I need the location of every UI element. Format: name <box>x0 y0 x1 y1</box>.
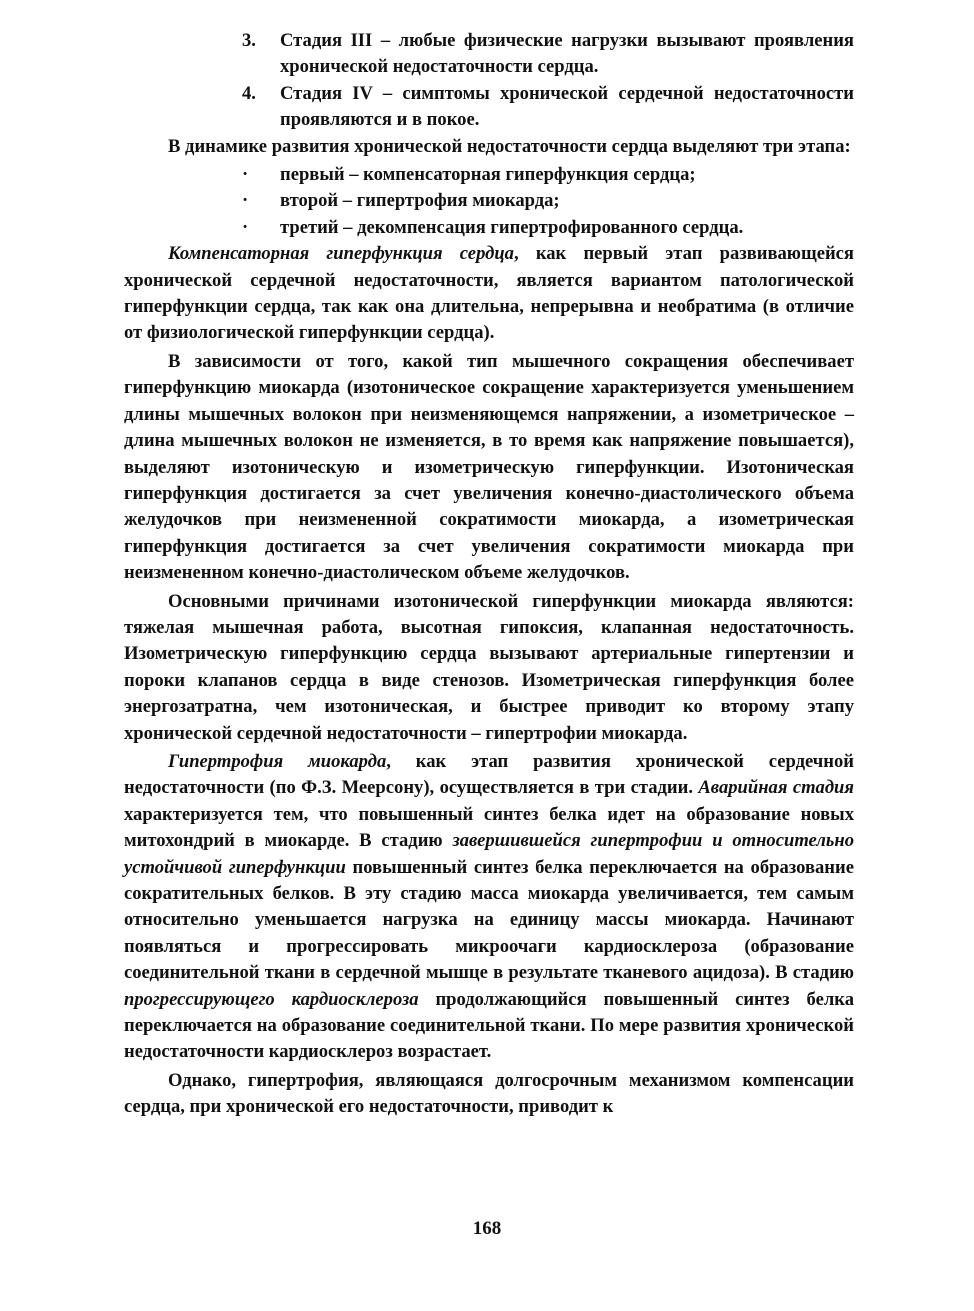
bullet-marker: · <box>242 216 249 238</box>
term-emphasis: прогрессирующего кардиосклероза <box>124 988 419 1010</box>
list-number: 4. <box>242 82 256 104</box>
bullet-marker: · <box>242 190 249 212</box>
page-number: 168 <box>472 1218 502 1239</box>
paragraph-text: , как этап развития хронической сердечной недостаточности (по Ф.З. Меерсону), осуществляется в три стадии. <box>124 750 854 799</box>
term-emphasis: Аварийная стадия <box>698 777 854 799</box>
list-item <box>242 215 854 241</box>
intro-paragraph: В динамике развития хронической недостаточности сердца выделяют три этапа: <box>168 135 851 157</box>
page-body <box>124 28 854 1121</box>
paragraph-contraction-types: В зависимости от того, какой тип мышечного сокращения обеспечивает гиперфункцию миокарда (изотоническое сокращение характеризуется уменьшением длины мышечных волокон при неизменяющемся напряжении, а изометрическое – длина мышечных волокон не изменяется, в то время как напряжение повышается), выделяют изотоническую и изометрическую гиперфункции. Изотоническая гиперфункция достигается за счет увеличения конечно-диастолического объема желудочков при неизмененной сократимости миокарда, а изометрическая гиперфункция достигается за счет увеличения сократимости миокарда при неизмененном конечно-диастолическом объеме желудочков. <box>124 350 854 584</box>
stages-list <box>124 162 854 241</box>
list-item-stage-3 <box>242 28 854 81</box>
list-text: первый – компенсаторная гиперфункция сердца; <box>280 164 696 186</box>
list-text: Стадия IV – симптомы хронической сердечной недостаточности проявляются и в покое. <box>280 82 854 131</box>
term-emphasis: Компенсаторная гиперфункция сердца <box>168 243 514 265</box>
paragraph-final: Однако, гипертрофия, являющаяся долгосрочным механизмом компенсации сердца, при хронической его недостаточности, приводит к <box>124 1069 854 1118</box>
paragraph-text: характеризуется тем, что повышенный синтез белка идет на образование новых митохондрий в миокарде. В стадию <box>124 803 854 852</box>
list-text: Стадия III – любые физические нагрузки вызывают проявления хронической недостаточности сердца. <box>280 30 854 78</box>
paragraph-text: , как первый этап развивающейся хронической сердечной недостаточности, является вариантом патологической гиперфункции сердца, так как она длительна, непрерывна и необратима (в отличие от физиологической гиперфункции сердца). <box>124 243 854 344</box>
term-emphasis: завершившейся гипертрофии и относительно устойчивой гиперфункции <box>124 830 854 878</box>
list-item <box>242 188 854 214</box>
list-number: 3. <box>242 30 256 51</box>
list-text: второй – гипертрофия миокарда; <box>280 190 560 212</box>
paragraph-causes: Основными причинами изотонической гиперфункции миокарда являются: тяжелая мышечная работа, высотная гипоксия, клапанная недостаточность. Изометрическую гиперфункцию сердца вызывают артериальные гипертензии и пороки клапанов сердца в виде стенозов. Изометрическая гиперфункция более энергозатратна, чем изотоническая, и быстрее приводит ко второму этапу хронической сердечной недостаточности – гипертрофии миокарда. <box>124 590 854 744</box>
list-text: третий – декомпенсация гипертрофированного сердца. <box>280 216 744 238</box>
paragraph-hypertrophy <box>124 749 854 1066</box>
term-emphasis: Гипертрофия миокарда <box>168 750 387 772</box>
bullet-marker: · <box>242 164 249 186</box>
paragraph-text: повышенный синтез белка переключается на образование сократительных белков. В эту стадию масса миокарда увеличивается, тем самым относительно уменьшается нагрузка на единицу массы миокарда. Начинают появляться и прогрессировать микроочаги кардиосклероза (образование соединительной ткани в сердечной мышце в результате тканевого ацидоза). В стадию <box>124 856 854 984</box>
list-item <box>242 162 854 188</box>
paragraph-compensatory <box>124 241 854 347</box>
paragraph-text: продолжающийся повышенный синтез белка переключается на образование соединительной ткани. По мере развития хронической недостаточности кардиосклероз возрастает. <box>124 988 854 1063</box>
list-item-stage-4 <box>242 81 854 134</box>
